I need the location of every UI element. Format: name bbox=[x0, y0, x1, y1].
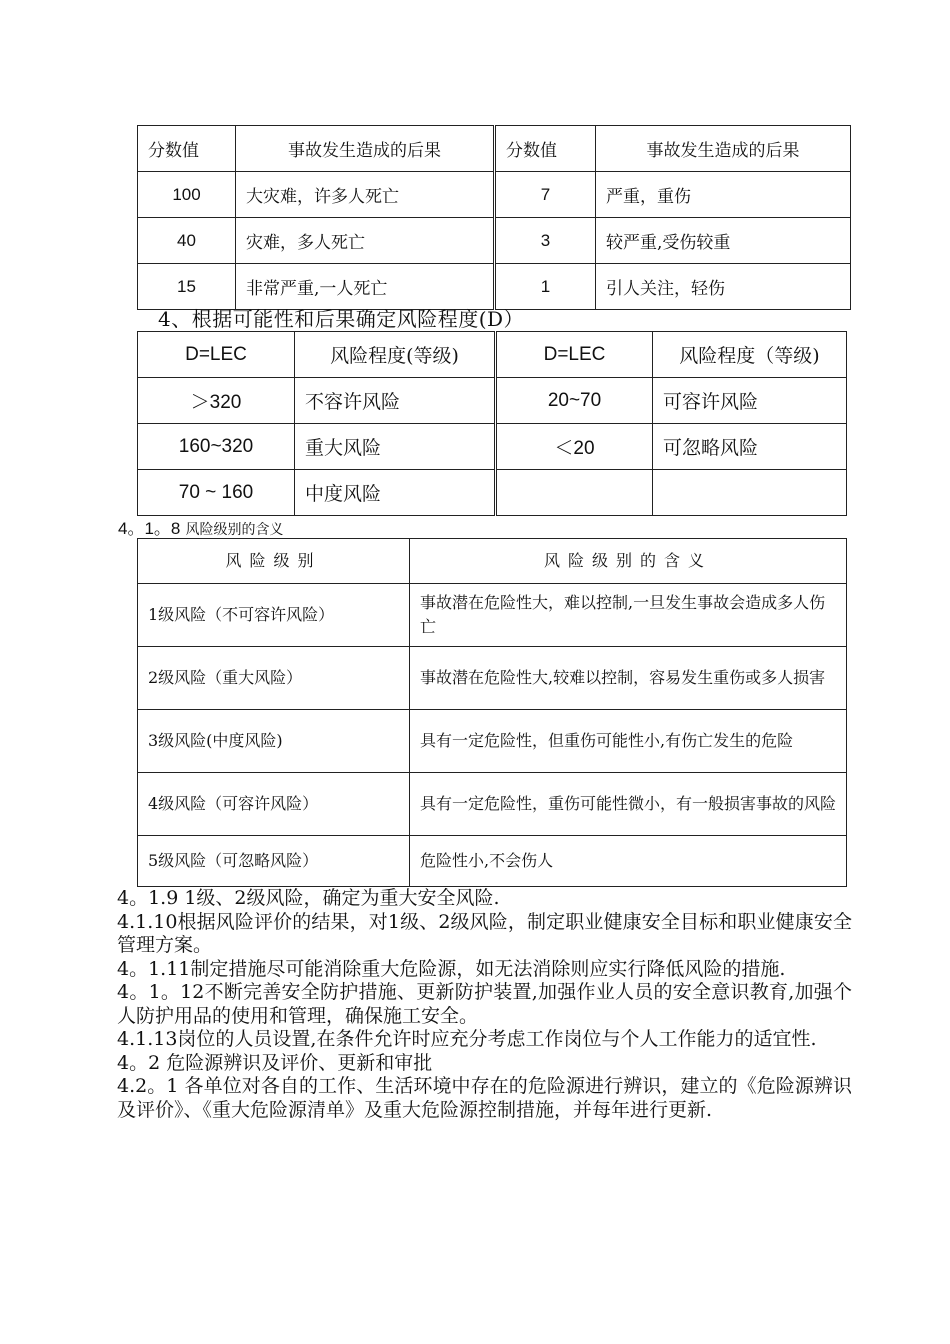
table-header-row bbox=[138, 126, 851, 172]
table-row bbox=[138, 584, 847, 647]
meaning-cell: 具有一定危险性，重伤可能性微小，有一般损害事故的风险 bbox=[410, 773, 847, 836]
paragraph: 4。1。12不断完善安全防护措施、更新防护装置,加强作业人员的安全意识教育,加强个人防护用品的使用和管理，确保施工安全。 bbox=[117, 981, 852, 1027]
meaning-cell: 事故潜在危险性大，难以控制,一旦发生事故会造成多人伤亡 bbox=[410, 584, 847, 647]
section-heading: 4、根据可能性和后果确定风险程度(D） bbox=[158, 307, 525, 331]
risk-cell: 可忽略风险 bbox=[653, 424, 847, 470]
consequence-cell: 灾难，多人死亡 bbox=[236, 218, 495, 264]
table-row bbox=[138, 647, 847, 710]
paragraph: 4.1.13岗位的人员设置,在条件允许时应充分考虑工作岗位与个人工作能力的适宜性. bbox=[117, 1028, 817, 1050]
risk-cell: 可容许风险 bbox=[653, 378, 847, 424]
table-row bbox=[138, 710, 847, 773]
risk-degree-table bbox=[137, 331, 847, 516]
risk-level-cell: 3级风险(中度风险) bbox=[138, 710, 410, 773]
meaning-cell: 具有一定危险性，但重伤可能性小,有伤亡发生的危险 bbox=[410, 710, 847, 773]
range-cell: 160~320 bbox=[138, 424, 295, 470]
paragraph: 4.1.10根据风险评价的结果，对1级、2级风险，制定职业健康安全目标和职业健康安全管理方案。 bbox=[117, 910, 852, 956]
table-row bbox=[138, 773, 847, 836]
score-cell: 15 bbox=[138, 264, 236, 310]
consequence-cell: 大灾难，许多人死亡 bbox=[236, 172, 495, 218]
body-text bbox=[117, 887, 852, 1122]
header-cell: 分数值 bbox=[138, 126, 236, 172]
table-header-row bbox=[138, 332, 847, 378]
risk-level-cell: 2级风险（重大风险） bbox=[138, 647, 410, 710]
header-cell: 风险级别 bbox=[138, 539, 410, 584]
risk-level-cell: 5级风险（可忽略风险） bbox=[138, 836, 410, 887]
consequence-cell: 非常严重,一人死亡 bbox=[236, 264, 495, 310]
section-number: 4。1。8 bbox=[118, 519, 181, 538]
risk-level-meaning-table bbox=[137, 538, 847, 887]
score-cell: 100 bbox=[138, 172, 236, 218]
range-cell: 70 ~ 160 bbox=[138, 470, 295, 516]
table-row bbox=[138, 172, 851, 218]
range-cell: ＞320 bbox=[138, 378, 295, 424]
consequence-cell: 引人关注，轻伤 bbox=[596, 264, 851, 310]
risk-cell: 重大风险 bbox=[295, 424, 496, 470]
risk-cell bbox=[653, 470, 847, 516]
range-cell bbox=[496, 470, 653, 516]
score-cell: 3 bbox=[495, 218, 596, 264]
meaning-cell: 事故潜在危险性大,较难以控制，容易发生重伤或多人损害 bbox=[410, 647, 847, 710]
header-cell: D=LEC bbox=[496, 332, 653, 378]
table-row bbox=[138, 470, 847, 516]
table-row bbox=[138, 424, 847, 470]
table-header-row bbox=[138, 539, 847, 584]
paragraph: 4。2 危险源辨识及评价、更新和审批 bbox=[117, 1051, 433, 1074]
risk-level-cell: 1级风险（不可容许风险） bbox=[138, 584, 410, 647]
consequence-cell: 较严重,受伤较重 bbox=[596, 218, 851, 264]
header-cell: 事故发生造成的后果 bbox=[596, 126, 851, 172]
range-cell: 20~70 bbox=[496, 378, 653, 424]
header-cell: 风险级别的含义 bbox=[410, 539, 847, 584]
header-cell: 风险程度（等级) bbox=[653, 332, 847, 378]
table-row bbox=[138, 218, 851, 264]
risk-level-cell: 4级风险（可容许风险） bbox=[138, 773, 410, 836]
table-row bbox=[138, 836, 847, 887]
paragraph: 4。1.9 1级、2级风险，确定为重大安全风险. bbox=[117, 887, 500, 909]
header-cell: 风险程度(等级) bbox=[295, 332, 496, 378]
header-cell: D=LEC bbox=[138, 332, 295, 378]
score-cell: 7 bbox=[495, 172, 596, 218]
table-row bbox=[138, 378, 847, 424]
meaning-cell: 危险性小,不会伤人 bbox=[410, 836, 847, 887]
consequence-score-table bbox=[137, 125, 851, 310]
section-title: 风险级别的含义 bbox=[185, 522, 284, 538]
score-cell: 40 bbox=[138, 218, 236, 264]
risk-cell: 中度风险 bbox=[295, 470, 496, 516]
risk-cell: 不容许风险 bbox=[295, 378, 496, 424]
paragraph: 4。1.11制定措施尽可能消除重大危险源，如无法消除则应实行降低风险的措施. bbox=[117, 957, 786, 980]
header-cell: 事故发生造成的后果 bbox=[236, 126, 495, 172]
score-cell: 1 bbox=[495, 264, 596, 310]
paragraph: 4.2。1 各单位对各自的工作、生活环境中存在的危险源进行辨识，建立的《危险源辨识及评价》、《重大危险源清单》及重大危险源控制措施，并每年进行更新. bbox=[117, 1075, 852, 1121]
header-cell: 分数值 bbox=[495, 126, 596, 172]
range-cell: ＜20 bbox=[496, 424, 653, 470]
consequence-cell: 严重，重伤 bbox=[596, 172, 851, 218]
section-heading bbox=[118, 514, 283, 539]
